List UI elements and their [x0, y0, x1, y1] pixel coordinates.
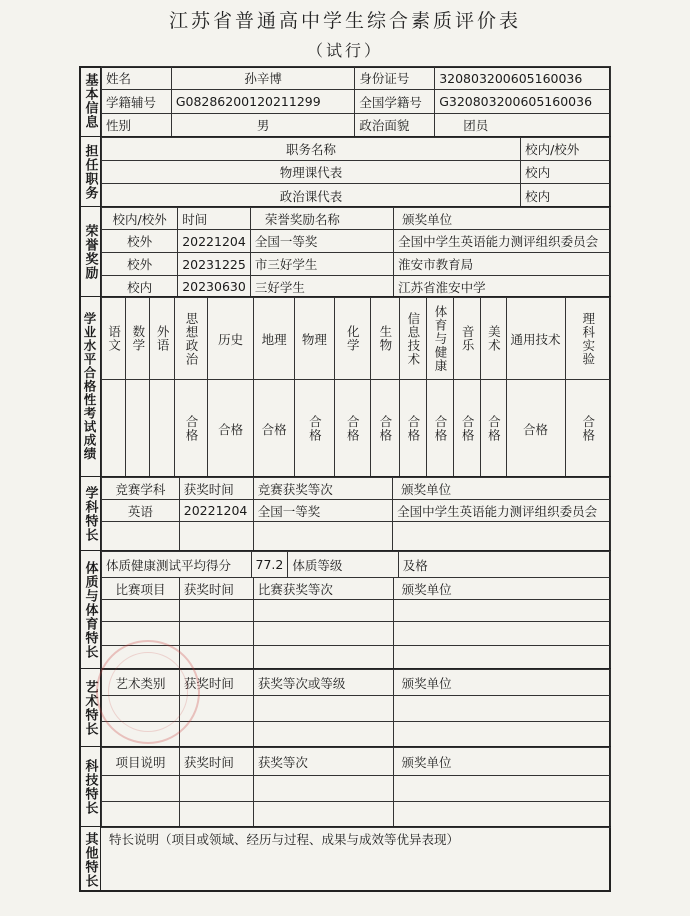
subject-header: 体育与健康 [426, 298, 453, 380]
subject-award-subject: 英语 [102, 500, 180, 522]
honor-name: 全国一等奖 [250, 230, 393, 253]
section-label-tech: 科技特长 [79, 747, 101, 826]
art-table [101, 669, 611, 748]
subject-header: 美术 [481, 298, 506, 380]
id-label: 身份证号 [355, 67, 435, 90]
subject-header: 地理 [253, 298, 294, 380]
section-label-academic: 学业水平合格性考试成绩 [79, 297, 101, 476]
other-note: 特长说明（项目或领域、经历与过程、成果与成效等优异表现） [109, 832, 460, 847]
subject-result [102, 380, 126, 478]
page-subtitle: （试行） [306, 41, 383, 60]
subject-result: 合格 [399, 380, 426, 478]
subject-header: 外语 [150, 298, 174, 380]
honor-name: 三好学生 [250, 276, 393, 298]
student-no-value: G08286200120211299 [171, 90, 355, 114]
gender-value: 男 [171, 114, 355, 137]
section-physical [79, 550, 611, 668]
physical-awards-table [101, 577, 611, 670]
honor-scope: 校外 [102, 230, 178, 253]
honor-org: 全国中学生英语能力测评组织委员会 [394, 230, 611, 253]
subject-header: 音乐 [454, 298, 481, 380]
political-label: 政治面貌 [355, 114, 435, 137]
subject-result: 合格 [426, 380, 453, 478]
gender-label: 性别 [102, 114, 172, 137]
art-time-header: 获奖时间 [179, 670, 253, 696]
duty-title: 物理课代表 [102, 161, 521, 184]
tech-org-header: 颁奖单位 [393, 748, 610, 776]
subject-header: 数学 [126, 298, 150, 380]
art-org-header: 颁奖单位 [393, 670, 610, 696]
subject-result [126, 380, 150, 478]
subject-award-empty-row [102, 522, 611, 552]
honors-table [101, 207, 611, 298]
honor-org: 淮安市教育局 [394, 253, 611, 276]
subject-award-time: 20221204 [179, 500, 253, 522]
name-value: 孙辛博 [171, 67, 355, 90]
section-label-subject: 学科特长 [79, 477, 101, 550]
subject-result: 合格 [295, 380, 334, 478]
physical-score-value: 77.2 [251, 552, 288, 578]
section-basic [79, 66, 611, 136]
honor-name-header: 荣誉奖励名称 [250, 208, 393, 230]
subject-header: 语文 [102, 298, 126, 380]
subject-header: 历史 [208, 298, 254, 380]
tech-project-header: 项目说明 [102, 748, 180, 776]
duties-table [101, 137, 611, 208]
id-value: 320803200605160036 [435, 67, 611, 90]
subject-result: 合格 [370, 380, 399, 478]
subject-award-level-header: 竞赛获奖等次 [253, 478, 392, 500]
subject-awards-table [101, 477, 611, 552]
subject-result: 合格 [565, 380, 610, 478]
section-art [79, 668, 611, 746]
page-title: 江苏省普通高中学生综合素质评价表 [168, 10, 521, 32]
physical-level-header: 比赛获奖等次 [253, 578, 393, 600]
section-subject-awards [79, 476, 611, 550]
subject-award-time-header: 获奖时间 [179, 478, 253, 500]
section-label-art: 艺术特长 [79, 669, 101, 746]
honor-time: 20230630 [178, 276, 251, 298]
subject-header: 生物 [370, 298, 399, 380]
section-duties [79, 136, 611, 206]
physical-score-label: 体质健康测试平均得分 [102, 552, 252, 578]
subject-header: 化学 [334, 298, 370, 380]
section-label-duties: 担任职务 [79, 137, 101, 206]
duty-title: 政治课代表 [102, 184, 521, 208]
academic-table [101, 297, 611, 478]
honor-scope: 校外 [102, 253, 178, 276]
subject-result: 合格 [253, 380, 294, 478]
honor-time: 20231225 [178, 253, 251, 276]
physical-grade-label: 体质等级 [288, 552, 398, 578]
subject-result [150, 380, 174, 478]
subject-award-org-header: 颁奖单位 [393, 478, 611, 500]
honor-name: 市三好学生 [250, 253, 393, 276]
subject-result: 合格 [334, 380, 370, 478]
subject-header: 理科实验 [565, 298, 610, 380]
tech-table [101, 747, 611, 828]
subject-award-subject-header: 竞赛学科 [102, 478, 180, 500]
honor-time: 20221204 [178, 230, 251, 253]
subject-result: 合格 [506, 380, 565, 478]
subject-header: 信息技术 [399, 298, 426, 380]
section-label-basic: 基本信息 [79, 66, 101, 136]
physical-time-header: 获奖时间 [179, 578, 253, 600]
honor-scope-header: 校内/校外 [102, 208, 178, 230]
subject-header-row [102, 298, 611, 380]
tech-time-header: 获奖时间 [179, 748, 253, 776]
subject-header: 思想政治 [174, 298, 207, 380]
duty-scope-header: 校内/校外 [521, 138, 611, 161]
tech-level-header: 获奖等次 [253, 748, 393, 776]
honor-scope: 校内 [102, 276, 178, 298]
subject-award-org: 全国中学生英语能力测评组织委员会 [393, 500, 611, 522]
section-honors [79, 206, 611, 296]
physical-org-header: 颁奖单位 [393, 578, 610, 600]
duty-scope: 校内 [521, 161, 611, 184]
subject-result: 合格 [174, 380, 207, 478]
section-label-other: 其他特长 [79, 827, 101, 892]
section-tech [79, 746, 611, 826]
duty-title-header: 职务名称 [102, 138, 521, 161]
honor-org-header: 颁奖单位 [394, 208, 611, 230]
physical-grade-value: 及格 [398, 552, 610, 578]
section-academic [79, 296, 611, 476]
subject-result: 合格 [481, 380, 506, 478]
art-category-header: 艺术类别 [102, 670, 180, 696]
subject-result: 合格 [454, 380, 481, 478]
national-no-label: 全国学籍号 [355, 90, 435, 114]
section-other [79, 826, 611, 892]
subject-header: 通用技术 [506, 298, 565, 380]
name-label: 姓名 [102, 67, 172, 90]
physical-item-header: 比赛项目 [102, 578, 180, 600]
section-label-physical: 体质与体育特长 [79, 551, 101, 668]
student-no-label: 学籍辅号 [102, 90, 172, 114]
basic-table [101, 66, 611, 137]
subject-award-level: 全国一等奖 [253, 500, 392, 522]
honor-org: 江苏省淮安中学 [394, 276, 611, 298]
political-value: 团员 [435, 114, 611, 137]
subject-header: 物理 [295, 298, 334, 380]
physical-score-table [101, 551, 611, 578]
subject-result: 合格 [208, 380, 254, 478]
duty-scope: 校内 [521, 184, 611, 208]
subject-result-row [102, 380, 611, 478]
national-no-value: G320803200605160036 [435, 90, 611, 114]
art-level-header: 获奖等次或等级 [253, 670, 393, 696]
section-label-honors: 荣誉奖励 [79, 207, 101, 296]
honor-time-header: 时间 [178, 208, 251, 230]
